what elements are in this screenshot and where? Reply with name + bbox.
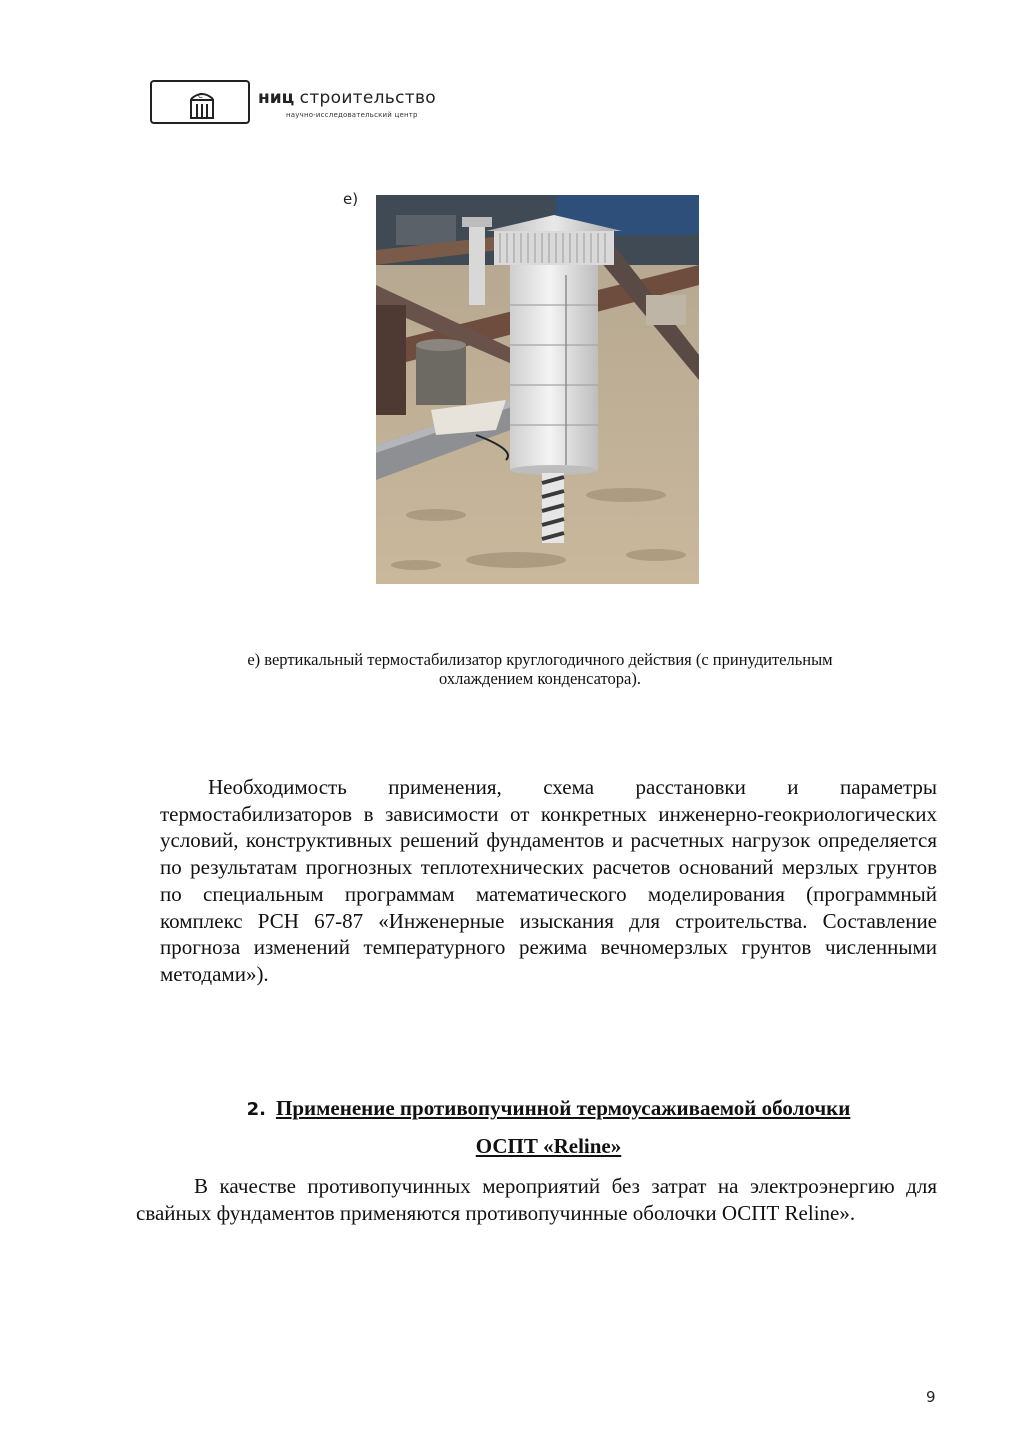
company-logo xyxy=(150,78,470,128)
section-title-part-2: ОСПТ «Reline» xyxy=(475,1134,622,1158)
logo-word: строительство xyxy=(299,88,436,108)
page-number: 9 xyxy=(926,1388,936,1406)
body-paragraph-2: В качестве противопучинных мероприятий без затрат на электроэнергию для свайных фундаментов применяются противопучинные оболочки ОСПТ Reline». xyxy=(136,1174,937,1225)
photo-illustration xyxy=(376,195,699,584)
section-title-part-1: Применение противопучинной термоусаживаемой оболочки xyxy=(275,1096,851,1120)
logo-mark-letter: С xyxy=(198,92,203,100)
body-paragraph-1: Необходимость применения, схема расстановки и параметры термостабилизаторов в зависимости от конкретных инженерно-геокриологических условий, конструктивных решений фундаментов и расчетных нагрузок определяется по результатам прогнозных теплотехнических расчетов оснований мерзлых грунтов по специальным программам математического моделирования (программный комплекс РСН 67-87 «Инженерные изыскания для строительства. Составление прогноза изменений температурного режима вечномерзлых грунтов численными методами»). xyxy=(160,775,937,986)
building-icon xyxy=(188,87,216,119)
section-heading-line-1 xyxy=(160,1096,937,1121)
logo-subtitle: научно-исследовательский центр xyxy=(286,111,418,119)
logo-short: ниц xyxy=(258,88,295,108)
section-number: 2. xyxy=(246,1099,266,1120)
thermostabilizer-photo xyxy=(376,195,699,584)
caption-line-2: охлаждением конденсатора). xyxy=(439,669,641,688)
logo-mark xyxy=(150,80,250,124)
figure-label: е) xyxy=(343,190,359,208)
figure-caption xyxy=(160,650,920,688)
logo-title xyxy=(258,88,436,108)
caption-line-1: е) вертикальный термостабилизатор круглогодичного действия (с принудительным xyxy=(247,650,833,669)
section-heading-line-2 xyxy=(160,1134,937,1159)
